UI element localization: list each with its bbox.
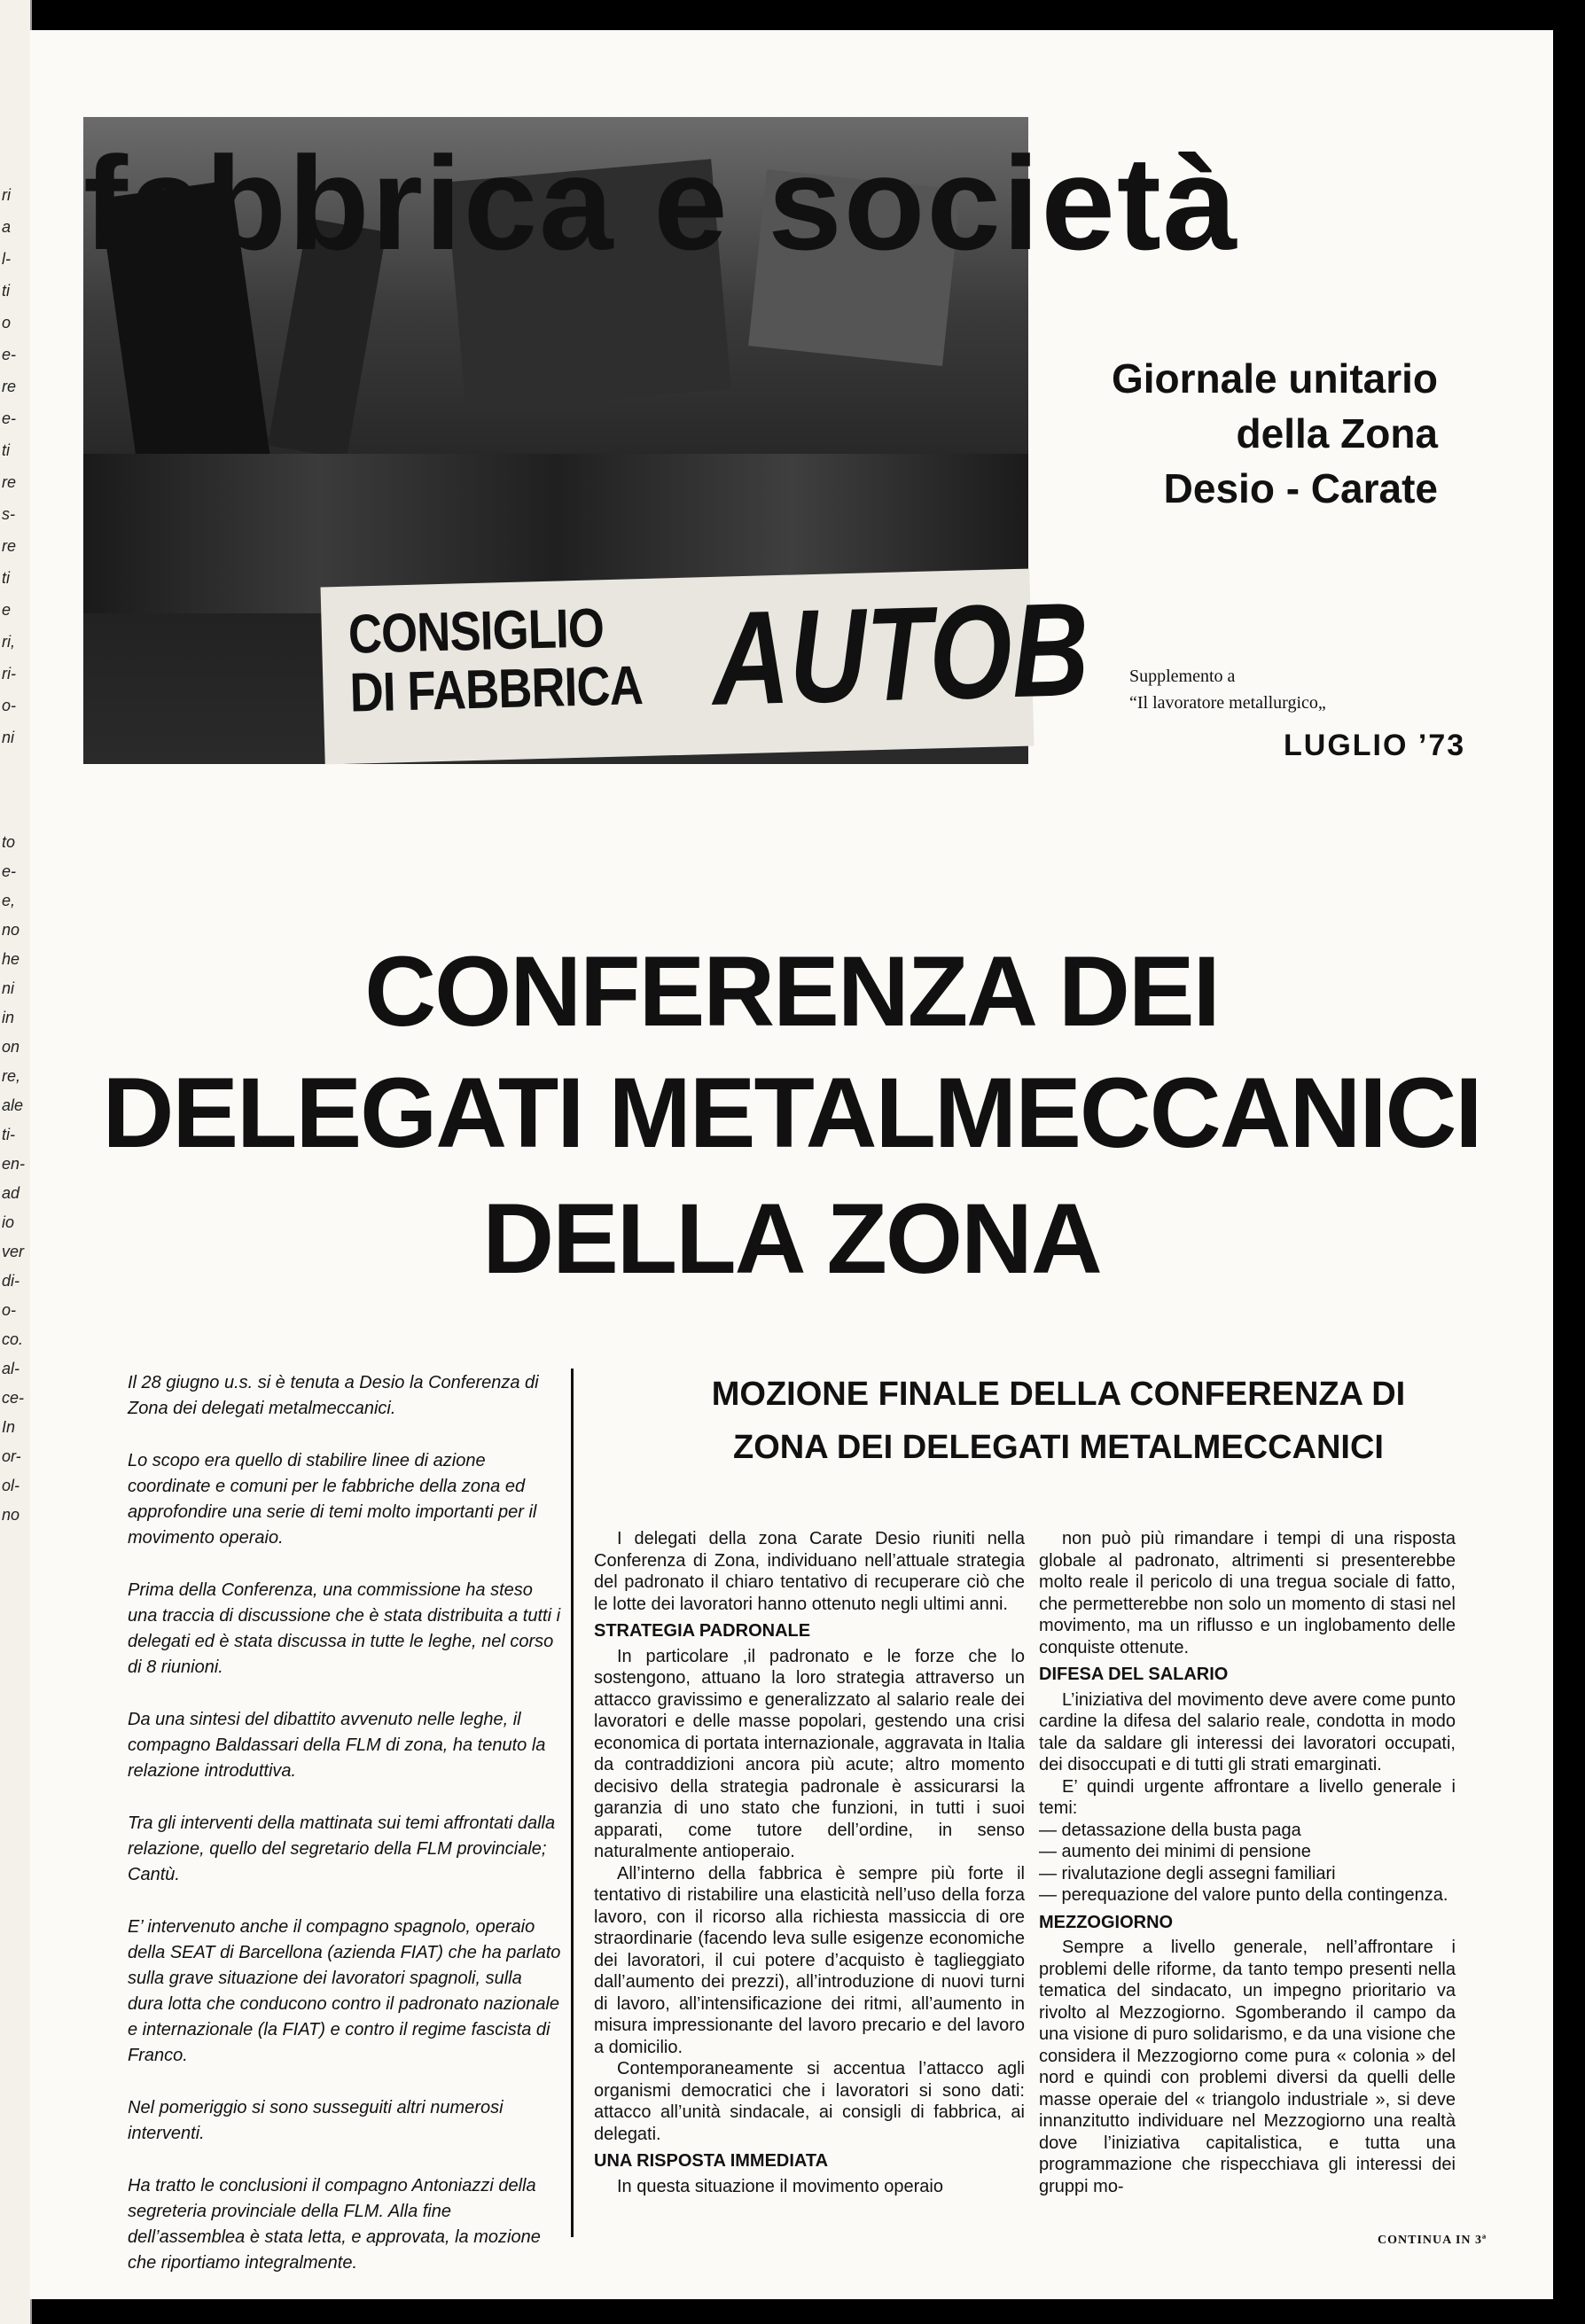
strip-fragment: on [2, 1038, 20, 1056]
protest-banner [321, 569, 1091, 765]
headline-line-2: DELEGATI METALMECCANICI [102, 1057, 1481, 1168]
scan-border [1553, 0, 1585, 2324]
mozione-paragraph: I delegati della zona Carate Desio riuniti nella Conferenza di Zona, individuano nell’attuale strategia del padronato il chiaro tentativo di recuperare ciò che le lotte dei lavoratori hanno ottenuto negli ultimi anni. [594, 1529, 1025, 1614]
strip-fragment: en- [2, 1155, 26, 1173]
strip-fragment: he [2, 950, 20, 968]
mozione-paragraph: In particolare ,il padronato e le forze che lo sostengono, attuano la loro strategia attraverso un attacco gravissimo e generalizzato al salario reale dei lavoratori e delle masse popolari, gestendo una crisi economica di portata internazionale, aggravata in Italia da contraddizioni ancora più acute; altro momento decisivo della strategia padronale è assicurarsi la garanzia di uno stato che funzioni, in tutti i suoi apparati, come tutore dell’ordine, in senso naturalmente antioperaio. [594, 1646, 1025, 1861]
mozione-paragraph: All’interno della fabbrica è sempre più forte il tentativo di ristabilire una elasticità nell’uso della forza lavoro, con il ricorso alla richiesta massiccia di ore straordinarie (facendo leva sulle esigenze economiche dei lavoratori, il cui potere d’acquisto è taglieggiato dall’aumento dei prezzi), all’introduzione di nuovi turni di lavoro, all’intensificazione dei ritmi, all’aumento in misura impressionante del lavoro precario e del lavoro a domicilio. [594, 1863, 1025, 2057]
strip-fragment: re [2, 537, 17, 555]
strip-fragment: re [2, 473, 17, 491]
mozione-paragraph: In questa situazione il movimento operaio [617, 2176, 943, 2196]
strip-fragment: s- [2, 505, 15, 523]
strip-fragment: re [2, 378, 17, 395]
strip-fragment: ti- [2, 1126, 15, 1143]
list-item: — rivalutazione degli assegni familiari [1039, 1863, 1336, 1883]
mozione-paragraph: Sempre a livello generale, nell’affrontare i problemi delle riforme, da tanto tempo presenti nella tematica del sindacato, un impegno prioritario va rivolto al Mezzogiorno. Sgomberando il campo da una visione di puro solidarismo, e da una visione che considera il Mezzogiorno come pura « colonia » del nord e quindi con problemi diversi da quelli delle masse operaie del « triangolo industriale », si deve innanzitutto individuare nel Mezzogiorno una realtà dove l’iniziativa capitalistica, e tutta una programmazione che rispecchiava gli interessi dei gruppi mo- [1039, 1938, 1456, 2196]
section-heading: DIFESA DEL SALARIO [1039, 1665, 1229, 1684]
strip-fragment: e, [2, 892, 16, 909]
strip-fragment: ti [2, 282, 10, 300]
strip-fragment: e [2, 601, 12, 619]
subtitle-line-1: Giornale unitario [1111, 355, 1438, 402]
headline-line-1: CONFERENZA DEI [364, 936, 1219, 1047]
intro-paragraph: Nel pomeriggio si sono susseguiti altri numerosi interventi. [128, 2098, 504, 2143]
banner-line-1: CONSIGLIO [347, 597, 605, 666]
column-divider [571, 1369, 574, 2237]
masthead-subtitle [1112, 351, 1438, 516]
mozione-paragraph: non può più rimandare i tempi di una risposta globale al padronato, altrimenti si presenterebbe molto reale il pericolo di una tregua sociale di fatto, che permetterebbe non solo un momento di stasi nel movimento, ma un riflusso e un inglobamento delle conquiste ottenute. [1039, 1529, 1456, 1657]
banner-text-big: AUTOB [710, 573, 1091, 733]
issue-date: LUGLIO ’73 [1284, 729, 1466, 762]
mozione-paragraph: Contemporaneamente si accentua l’attacco agli organismi democratici che i lavoratori si sono dati: attacco all’unità sindacale, ai consigli di fabbrica, ai delegati. [594, 2059, 1025, 2144]
strip-fragment: al- [2, 1360, 20, 1377]
strip-fragment: ni [2, 729, 15, 746]
strip-fragment: ad [2, 1184, 20, 1202]
strip-fragment: io [2, 1213, 15, 1231]
mozione-column-1 [594, 1528, 1025, 2197]
strip-fragment: ni [2, 979, 15, 997]
strip-fragment: a [2, 218, 12, 236]
strip-fragment: o- [2, 1301, 17, 1319]
list-item: — perequazione del valore punto della contingenza. [1039, 1885, 1448, 1905]
strip-fragment: In [2, 1418, 16, 1436]
strip-fragment: no [2, 1506, 20, 1524]
strip-fragment: no [2, 921, 20, 939]
list-item: — aumento dei minimi di pensione [1039, 1842, 1311, 1861]
subtitle-line-3: Desio - Carate [1163, 465, 1438, 511]
mozione-paragraph: L’iniziativa del movimento deve avere come punto cardine la difesa del salario reale, condotta in modo tale da saldare gli interessi dei lavoratori occupati, dei disoccupati e di tutti gli strati emarginati. [1039, 1689, 1456, 1774]
strip-fragment: ver [2, 1243, 25, 1260]
strip-fragment: re, [2, 1067, 21, 1085]
strip-fragment: o- [2, 697, 17, 714]
strip-fragment: in [2, 1009, 15, 1026]
intro-paragraph: Tra gli interventi della mattinata sui temi affrontati dalla relazione, quello del segretario della FLM provinciale; Cantù. [128, 1813, 556, 1884]
adjacent-page-strip [0, 0, 32, 2324]
intro-paragraph: Lo scopo era quello di stabilire linee di azione coordinate e comuni per le fabbriche della zona ed approfondire una serie di temi molto importanti per il movimento operaio. [128, 1451, 537, 1548]
themes-list [1039, 1820, 1456, 1907]
section-heading: UNA RISPOSTA IMMEDIATA [594, 2151, 829, 2171]
strip-fragment: ol- [2, 1477, 20, 1494]
headline-line-3: DELLA ZONA [482, 1183, 1101, 1294]
strip-fragment: ri [2, 186, 11, 204]
intro-column [128, 1370, 562, 2303]
strip-fragment: ce- [2, 1389, 25, 1407]
strip-fragment: to [2, 833, 16, 851]
intro-paragraph: Il 28 giugno u.s. si è tenuta a Desio la Conferenza di Zona dei delegati metalmeccanici. [128, 1373, 539, 1418]
supplement-line-2: “Il lavoratore metallurgico„ [1129, 693, 1326, 713]
banner-text-consiglio [347, 598, 644, 723]
strip-fragment: ri, [2, 633, 15, 651]
mozione-title-line-1: MOZIONE FINALE DELLA CONFERENZA DI [711, 1376, 1406, 1413]
strip-fragment: co. [2, 1330, 24, 1348]
masthead-title: fabbrica e società [83, 129, 1239, 277]
intro-paragraph: Prima della Conferenza, una commissione ha steso una traccia di discussione che è stata distribuita a tutti i delegati ed è stata discussa in tutte le leghe, nel corso di 8 riunioni. [128, 1580, 561, 1677]
strip-fragment: di- [2, 1272, 20, 1290]
supplement-line-1: Supplemento a [1129, 667, 1236, 686]
supplement-note [1129, 663, 1326, 716]
strip-fragment: ti [2, 441, 10, 459]
newspaper-page [30, 30, 1553, 2299]
mozione-column-2 [1039, 1528, 1456, 2197]
list-item: — detassazione della busta paga [1039, 1820, 1301, 1840]
intro-paragraph: Da una sintesi del dibattito avvenuto nelle leghe, il compagno Baldassari della FLM di zona, ha tenuto la relazione introduttiva. [128, 1710, 546, 1781]
strip-fragment: o [2, 314, 12, 331]
subtitle-line-2: della Zona [1236, 410, 1438, 456]
mozione-title-line-2: ZONA DEI DELEGATI METALMECCANICI [733, 1429, 1384, 1466]
mozione-paragraph: E’ quindi urgente affrontare a livello generale i temi: [1039, 1776, 1456, 1818]
strip-fragment: ti [2, 569, 10, 587]
strip-fragment: e- [2, 409, 17, 427]
intro-paragraph: Ha tratto le conclusioni il compagno Antoniazzi della segreteria provinciale della FLM. Alla fine dell’assemblea è stata letta, e approvata, la mozione che riportiamo integralmente. [128, 2176, 541, 2273]
strip-fragment: e- [2, 346, 17, 363]
continued-note: CONTINUA IN 3ª [1378, 2234, 1487, 2247]
section-heading: MEZZOGIORNO [1039, 1912, 1174, 1932]
strip-fragment: e- [2, 862, 17, 880]
strip-fragment: ale [2, 1096, 24, 1114]
banner-line-2: DI FABBRICA [348, 655, 644, 724]
strip-fragment: l- [2, 250, 11, 268]
strip-fragment: or- [2, 1447, 21, 1465]
intro-paragraph: E’ intervenuto anche il compagno spagnolo, operaio della SEAT di Barcellona (azienda FIAT) che ha parlato sulla grave situazione dei lavoratori spagnoli, sulla dura lotta che conducono contro il padronato nazionale e internazionale (la FIAT) e contro il regime fascista di Franco. [128, 1917, 561, 2065]
section-heading: STRATEGIA PADRONALE [594, 1621, 811, 1641]
strip-fragment: ri- [2, 665, 16, 682]
